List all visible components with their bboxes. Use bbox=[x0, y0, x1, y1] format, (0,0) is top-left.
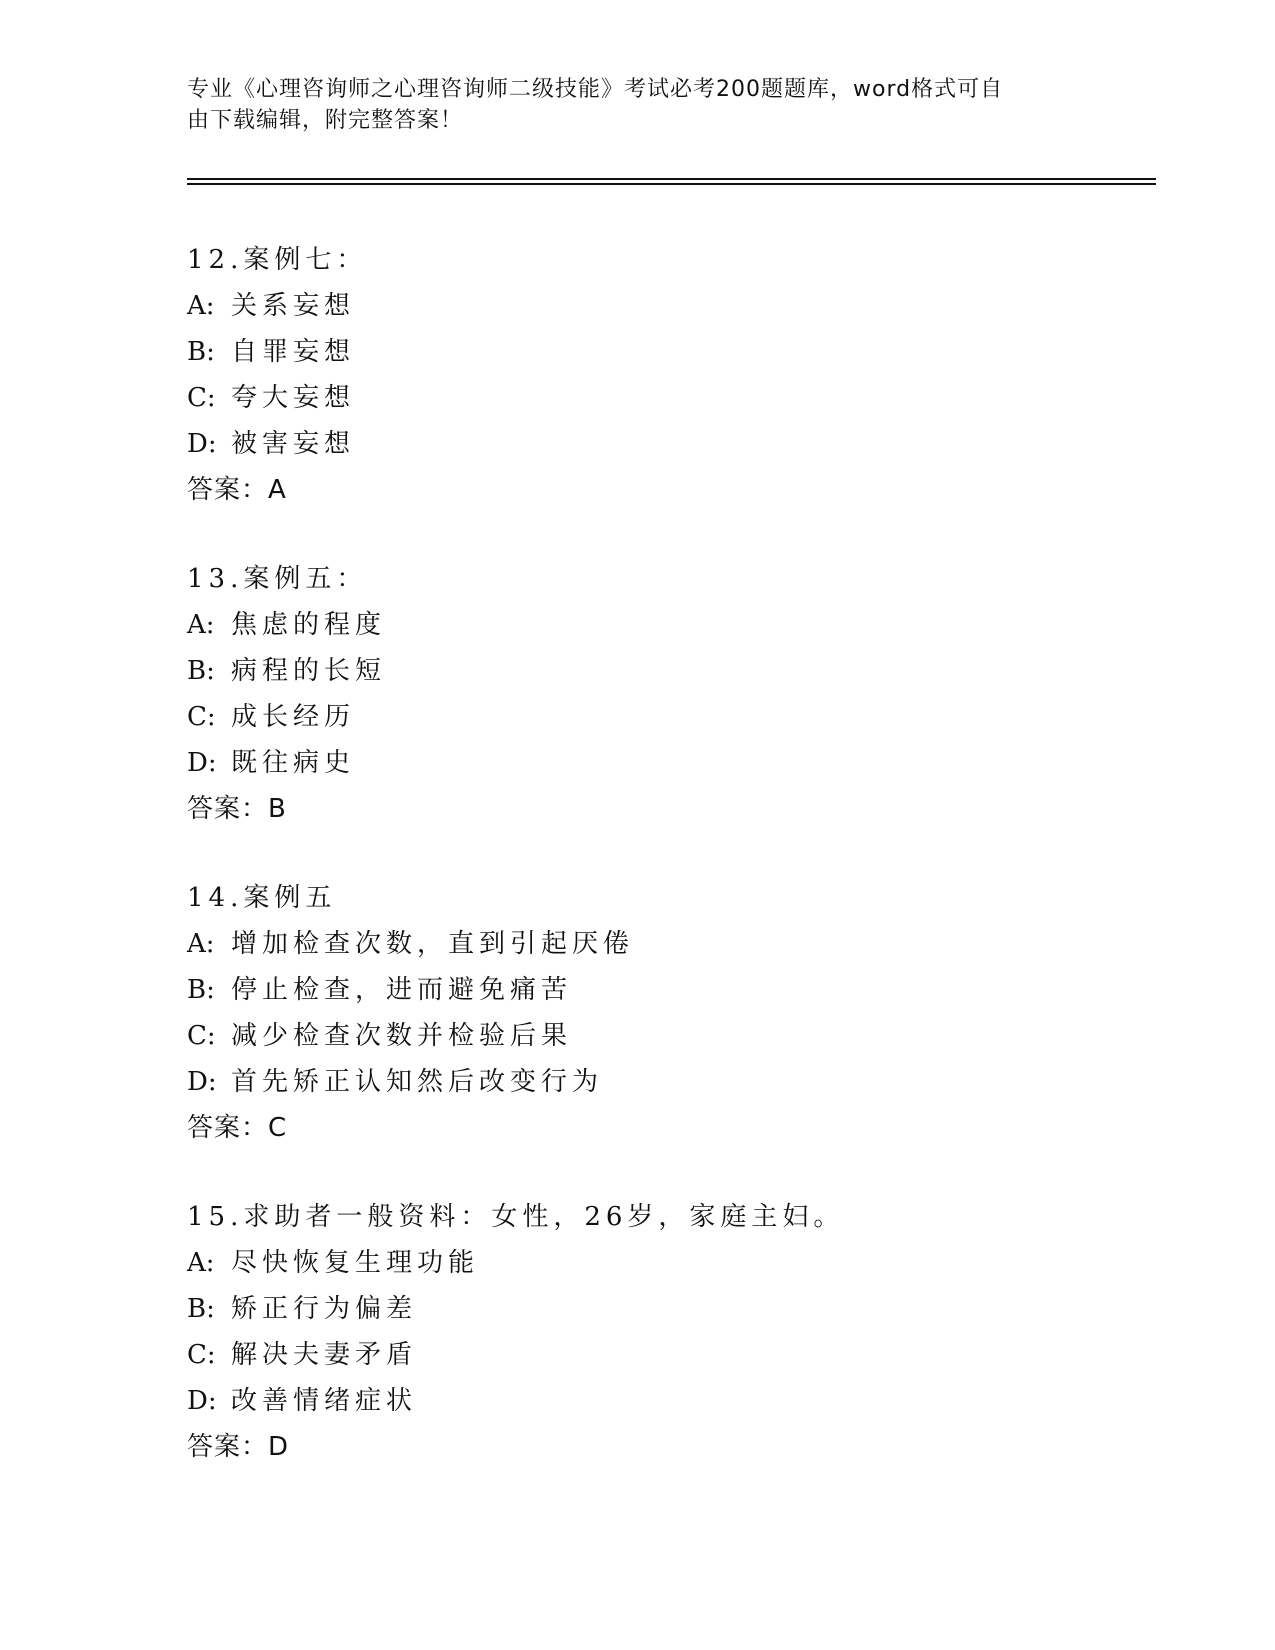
option-c bbox=[187, 375, 1147, 421]
option-text: 焦虑的程度 bbox=[231, 610, 387, 640]
answer-line: 答案：B bbox=[187, 794, 287, 824]
option-a bbox=[187, 602, 1147, 648]
option-letter: D: bbox=[187, 1386, 217, 1416]
option-text: 首先矫正认知然后改变行为 bbox=[231, 1067, 604, 1097]
option-d bbox=[187, 1378, 1147, 1424]
option-text: 既往病史 bbox=[231, 748, 356, 778]
question-stem: 14.案例五 bbox=[187, 883, 337, 913]
option-b bbox=[187, 967, 1147, 1013]
option-d bbox=[187, 1059, 1147, 1105]
option-letter: A: bbox=[187, 1248, 215, 1278]
option-letter: D: bbox=[187, 429, 217, 459]
option-text: 减少检查次数并检验后果 bbox=[231, 1021, 573, 1051]
option-text: 被害妄想 bbox=[231, 429, 356, 459]
option-text: 病程的长短 bbox=[231, 656, 387, 686]
option-letter: A: bbox=[187, 929, 215, 959]
option-text: 夸大妄想 bbox=[231, 383, 356, 413]
question-stem: 15.求助者一般资料：女性，26岁，家庭主妇。 bbox=[187, 1202, 845, 1232]
answer-line: 答案：D bbox=[187, 1432, 290, 1462]
question-stem: 13.案例五： bbox=[187, 564, 368, 594]
option-d bbox=[187, 421, 1147, 467]
option-letter: B: bbox=[187, 337, 215, 367]
document-header bbox=[187, 74, 1087, 136]
option-letter: C: bbox=[187, 702, 216, 732]
option-text: 自罪妄想 bbox=[231, 337, 356, 367]
question-12 bbox=[187, 237, 1147, 513]
option-d bbox=[187, 740, 1147, 786]
option-letter: A: bbox=[187, 610, 215, 640]
option-text: 矫正行为偏差 bbox=[231, 1294, 418, 1324]
option-letter: B: bbox=[187, 656, 215, 686]
option-letter: D: bbox=[187, 748, 217, 778]
answer-line: 答案：C bbox=[187, 1113, 288, 1143]
question-15 bbox=[187, 1194, 1147, 1470]
answer-line: 答案：A bbox=[187, 475, 287, 505]
option-text: 尽快恢复生理功能 bbox=[231, 1248, 480, 1278]
option-letter: B: bbox=[187, 975, 215, 1005]
header-divider-top bbox=[187, 178, 1156, 180]
option-text: 解决夫妻矛盾 bbox=[231, 1340, 418, 1370]
option-a bbox=[187, 921, 1147, 967]
question-14 bbox=[187, 875, 1147, 1151]
option-text: 改善情绪症状 bbox=[231, 1386, 418, 1416]
option-letter: C: bbox=[187, 1021, 216, 1051]
option-c bbox=[187, 1013, 1147, 1059]
option-text: 关系妄想 bbox=[231, 291, 356, 321]
header-line-2: 由下载编辑，附完整答案！ bbox=[187, 108, 464, 133]
option-b bbox=[187, 648, 1147, 694]
option-a bbox=[187, 283, 1147, 329]
question-13 bbox=[187, 556, 1147, 832]
option-letter: D: bbox=[187, 1067, 217, 1097]
option-letter: C: bbox=[187, 383, 216, 413]
question-stem: 12.案例七： bbox=[187, 245, 368, 275]
option-letter: B: bbox=[187, 1294, 215, 1324]
option-c bbox=[187, 1332, 1147, 1378]
option-letter: C: bbox=[187, 1340, 216, 1370]
option-text: 停止检查，进而避免痛苦 bbox=[231, 975, 573, 1005]
option-text: 成长经历 bbox=[231, 702, 356, 732]
option-letter: A: bbox=[187, 291, 215, 321]
option-b bbox=[187, 1286, 1147, 1332]
header-line-1: 专业《心理咨询师之心理咨询师二级技能》考试必考200题题库，word格式可自 bbox=[187, 77, 1004, 102]
option-a bbox=[187, 1240, 1147, 1286]
option-text: 增加检查次数，直到引起厌倦 bbox=[231, 929, 635, 959]
header-divider-bottom bbox=[187, 183, 1156, 185]
option-b bbox=[187, 329, 1147, 375]
option-c bbox=[187, 694, 1147, 740]
